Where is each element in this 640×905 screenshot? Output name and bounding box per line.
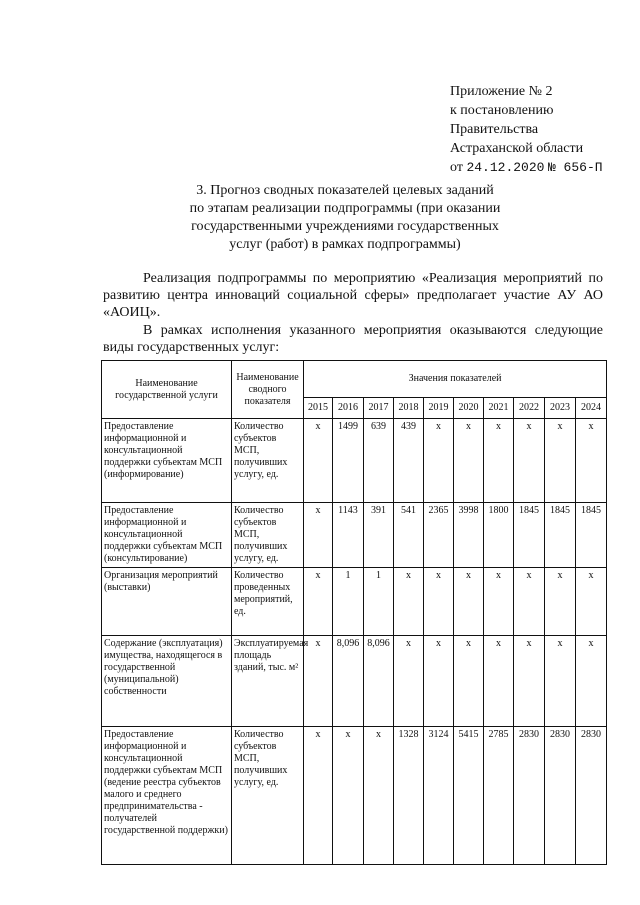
value-cell: 1 — [333, 568, 364, 636]
value-cell: 1845 — [514, 503, 545, 568]
year-header: 2021 — [484, 398, 514, 419]
value-cell: 439 — [394, 419, 424, 503]
paragraph-1-text: Реализация подпрограммы по мероприятию «Реализация мероприятий по развитию центра инноваций социальной сферы» предполагает участие АУ АО «АОИЦ». — [103, 271, 603, 320]
indicator-cell: Количество субъектов МСП, получивших услугу, ед. — [232, 419, 304, 503]
value-cell: x — [484, 568, 514, 636]
value-cell: x — [304, 727, 333, 865]
year-header: 2018 — [394, 398, 424, 419]
value-cell: 3124 — [424, 727, 454, 865]
paragraph-2-text: В рамках исполнения указанного мероприятия оказываются следующие виды государственных услуг: — [103, 323, 603, 355]
value-cell: 1845 — [576, 503, 607, 568]
paragraph-2 — [103, 322, 603, 356]
year-header: 2019 — [424, 398, 454, 419]
table-row — [102, 568, 607, 636]
indicators-table — [101, 360, 607, 865]
value-cell: x — [424, 568, 454, 636]
year-header: 2020 — [454, 398, 484, 419]
heading-line: 3. Прогноз сводных показателей целевых заданий — [196, 183, 494, 198]
indicator-cell: Количество проведенных мероприятий, ед. — [232, 568, 304, 636]
appendix-date-line — [450, 158, 603, 177]
value-cell: x — [304, 503, 333, 568]
value-cell: 391 — [364, 503, 394, 568]
value-cell: 1143 — [333, 503, 364, 568]
value-cell: x — [364, 727, 394, 865]
value-cell: 1499 — [333, 419, 364, 503]
year-header: 2015 — [304, 398, 333, 419]
value-cell: x — [484, 636, 514, 727]
value-cell: x — [304, 568, 333, 636]
service-name-cell: Организация мероприятий (выставки) — [102, 568, 232, 636]
value-cell: x — [394, 636, 424, 727]
table-header-row — [102, 361, 607, 398]
header-indicator: Наименование сводного показателя — [232, 361, 304, 419]
appendix-line: к постановлению — [450, 103, 554, 118]
value-cell: x — [304, 636, 333, 727]
service-name-cell: Предоставление информационной и консультационной поддержки субъектам МСП (ведение реестра субъектов малого и среднего предпринимательства - получателей государственной поддержки) — [102, 727, 232, 865]
value-cell: x — [454, 636, 484, 727]
value-cell: 2785 — [484, 727, 514, 865]
value-cell: x — [576, 636, 607, 727]
value-cell: 8,096 — [364, 636, 394, 727]
value-cell: x — [514, 636, 545, 727]
table-body — [102, 419, 607, 865]
header-values: Значения показателей — [304, 361, 607, 398]
heading-line: по этапам реализации подпрограммы (при оказании — [189, 201, 501, 216]
value-cell: x — [454, 568, 484, 636]
value-cell: x — [454, 419, 484, 503]
value-cell: 541 — [394, 503, 424, 568]
value-cell: 8,096 — [333, 636, 364, 727]
appendix-title: Приложение № 2 — [450, 84, 553, 99]
value-cell: x — [394, 568, 424, 636]
appendix-block — [450, 82, 603, 177]
heading-line: государственными учреждениями государственных — [191, 219, 499, 234]
value-cell: 639 — [364, 419, 394, 503]
value-cell: x — [576, 419, 607, 503]
value-cell: 3998 — [454, 503, 484, 568]
year-header: 2016 — [333, 398, 364, 419]
value-cell: x — [545, 568, 576, 636]
value-cell: x — [304, 419, 333, 503]
value-cell: 5415 — [454, 727, 484, 865]
value-cell: x — [333, 727, 364, 865]
table-row — [102, 419, 607, 503]
decree-number: № 656-П — [547, 160, 603, 175]
value-cell: 2830 — [545, 727, 576, 865]
value-cell: 2830 — [576, 727, 607, 865]
value-cell: 1800 — [484, 503, 514, 568]
value-cell: 2830 — [514, 727, 545, 865]
section-heading — [150, 182, 540, 254]
value-cell: x — [424, 419, 454, 503]
table-row — [102, 636, 607, 727]
year-header: 2024 — [576, 398, 607, 419]
header-service: Наименование государственной услуги — [102, 361, 232, 419]
indicator-cell: Количество субъектов МСП, получивших услугу, ед. — [232, 503, 304, 568]
value-cell: x — [424, 636, 454, 727]
indicator-cell: Эксплуатируемая площадь зданий, тыс. м² — [232, 636, 304, 727]
value-cell: x — [484, 419, 514, 503]
appendix-line: Астраханской области — [450, 141, 584, 156]
heading-line: услуг (работ) в рамках подпрограммы) — [229, 237, 461, 252]
paragraph-1 — [103, 270, 603, 321]
service-name-cell: Предоставление информационной и консультационной поддержки субъектам МСП (информирование) — [102, 419, 232, 503]
value-cell: x — [545, 419, 576, 503]
appendix-date-prefix: от — [450, 160, 467, 175]
table-row — [102, 727, 607, 865]
indicator-cell: Количество субъектов МСП, получивших услугу, ед. — [232, 727, 304, 865]
value-cell: 1 — [364, 568, 394, 636]
year-header: 2017 — [364, 398, 394, 419]
decree-date: 24.12.2020 — [466, 160, 545, 175]
value-cell: x — [514, 568, 545, 636]
value-cell: 2365 — [424, 503, 454, 568]
table-row — [102, 503, 607, 568]
service-name-cell: Предоставление информационной и консультационной поддержки субъектам МСП (консультирование) — [102, 503, 232, 568]
year-header: 2023 — [545, 398, 576, 419]
appendix-line: Правительства — [450, 122, 539, 137]
value-cell: x — [514, 419, 545, 503]
value-cell: x — [576, 568, 607, 636]
service-name-cell: Содержание (эксплуатация) имущества, находящегося в государственной (муниципальной) собственности — [102, 636, 232, 727]
value-cell: x — [545, 636, 576, 727]
value-cell: 1328 — [394, 727, 424, 865]
year-header: 2022 — [514, 398, 545, 419]
value-cell: 1845 — [545, 503, 576, 568]
